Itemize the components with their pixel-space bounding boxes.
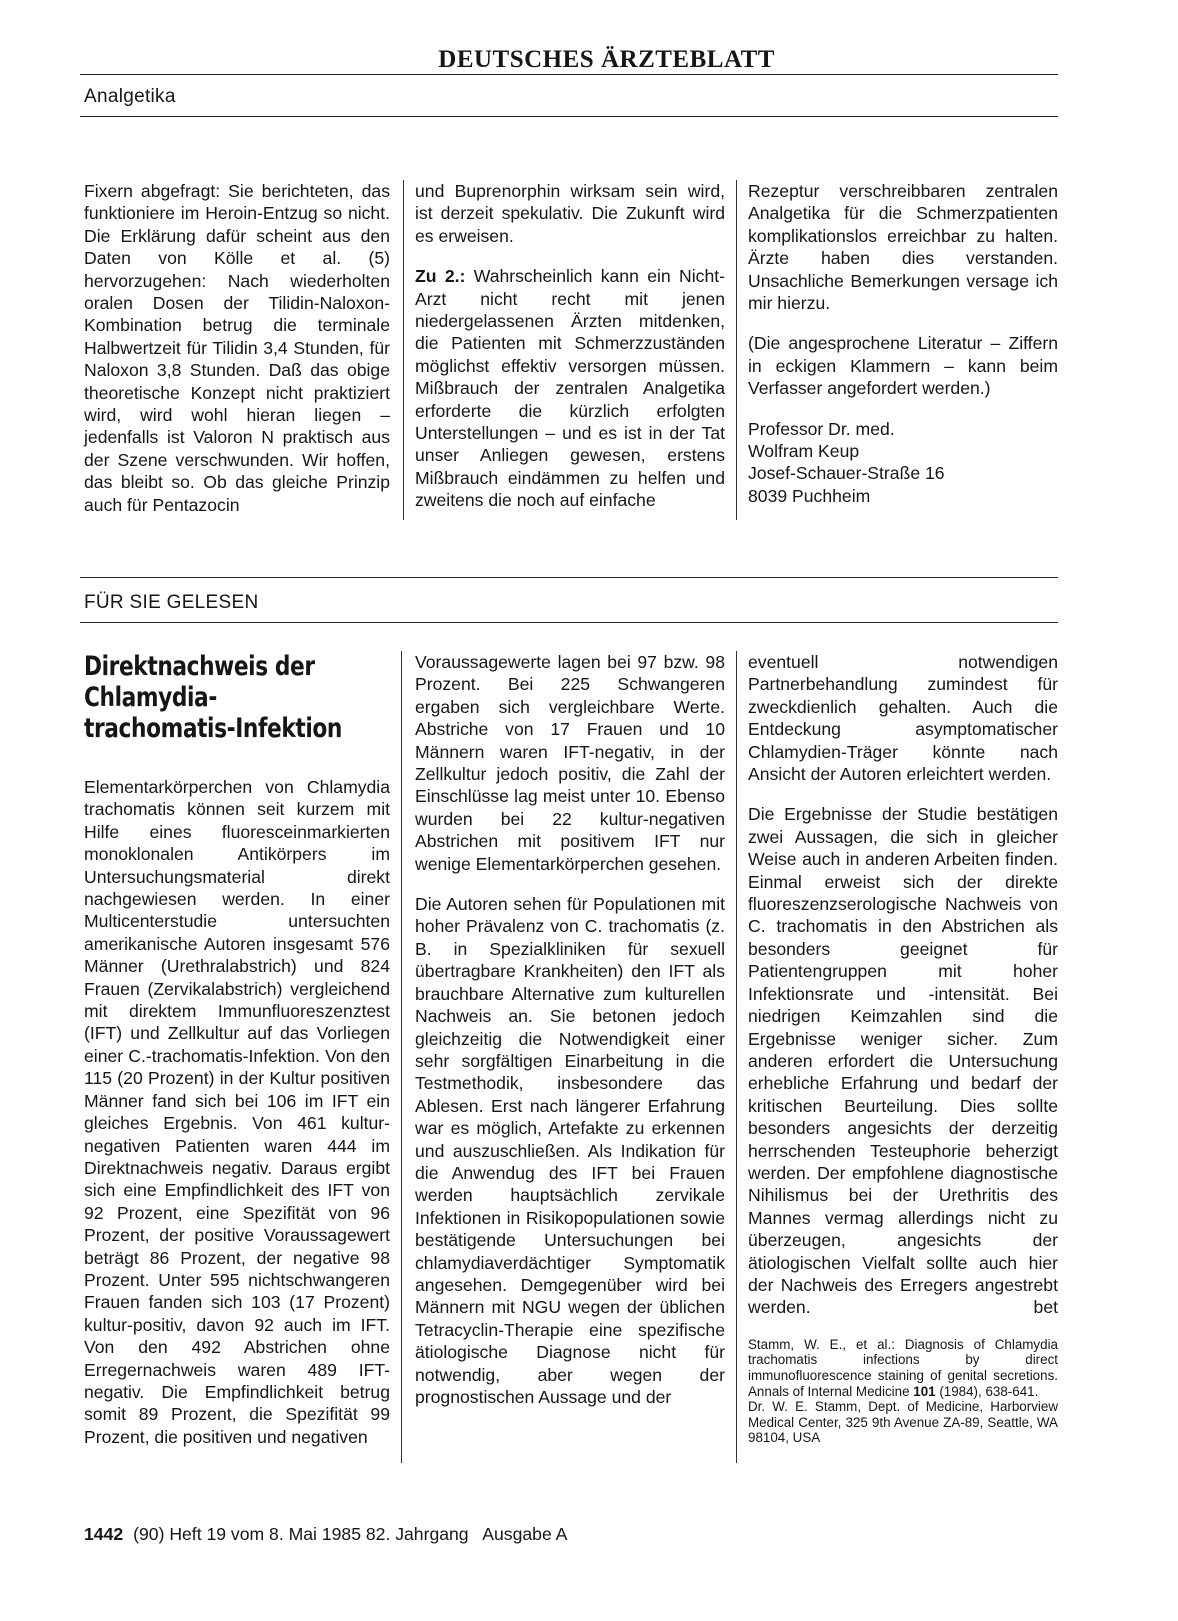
article-column-2 bbox=[415, 651, 725, 1408]
letter-column-3 bbox=[748, 180, 1058, 507]
section-heading-analgetika: Analgetika bbox=[84, 86, 176, 107]
letter-paragraph: Rezeptur verschreibbaren zentralen Analgetika für die Schmerzpatienten komplikationslos erreichbar zu halten. Ärzte haben dies verstanden. Unsachliche Bemerkungen versage ich mir hierzu. bbox=[748, 181, 1058, 314]
letter-column-2 bbox=[415, 180, 725, 512]
point-label: Zu 2.: bbox=[415, 266, 466, 287]
column-divider bbox=[401, 651, 402, 1463]
article-title: Direktnachweis der Chlamydia-trachomatis-Infektion bbox=[84, 651, 342, 744]
citation-pages: (1984), 638-641. bbox=[935, 1383, 1039, 1399]
letter-paragraph: und Buprenorphin wirksam sein wird, ist derzeit spekulativ. Die Zukunft wird es erweisen. bbox=[415, 181, 725, 246]
column-divider bbox=[736, 651, 737, 1463]
reference-address: Dr. W. E. Stamm, Dept. of Medicine, Harborview Medical Center, 325 9th Avenue ZA-89, Seattle, WA 98104, USA bbox=[748, 1399, 1058, 1446]
section-rule bbox=[80, 577, 1058, 578]
section-rule bbox=[80, 116, 1058, 117]
article-paragraph: Elementarkörperchen von Chlamydia trachomatis können seit kurzem mit Hilfe eines fluoresceinmarkierten monoklonalen Antikörpers im Untersuchungsmaterial direkt nachgewiesen werden. In einer Multicenterstudie untersuchten amerikanische Autoren insgesamt 576 Männer (Urethralabstrich) und 824 Frauen (Zervikalabstrich) vergleichend mit direktem Immunfluoreszenztest (IFT) und Zellkultur auf das Vorliegen einer C.-trachomatis-Infektion. Von den 115 (20 Prozent) in der Kultur positiven Männer fand sich bei 106 im IFT ein gleiches Ergebnis. Von 461 kultur-negativen Patienten waren 444 im Direktnachweis negativ. Daraus ergibt sich eine Empfindlichkeit des IFT von 92 Prozent, eine Spezifität von 96 Prozent, der positive Voraussagewert beträgt 86 Prozent, der negative 98 Prozent. Unter 595 nichtschwangeren Frauen fanden sich 103 (17 Prozent) kultur-positiv, davon 92 auch im IFT. Von den 492 Abstrichen ohne Erregernachweis waren 489 IFT-negativ. Die Empfindlichkeit betrug somit 89 Prozent, die Spezifität 99 Prozent, die positiven und negativen bbox=[84, 777, 390, 1447]
article-column-3 bbox=[748, 651, 1058, 1446]
article-paragraph-text: Die Ergebnisse der Studie bestätigen zwei Aussagen, die sich in gleicher Weise auch in anderen Arbeiten finden. Einmal erweist sich der direkte fluoreszenzserologische Nachweis von C. trachomatis in den Abstrichen als besonders geeignet für Patientengruppen mit hoher Infektionsrate und -intensität. Bei niedrigen Keimzahlen sind die Ergebnisse weniger sicher. Zum anderen erfordert die Untersuchung erhebliche Erfahrung und bedarf der kritischen Beurteilung. Dies sollte besonders angesichts der derzeitig herrschenden Testeuphorie beherzigt werden. Der empfohlene diagnostische Nihilismus bei der Urethritis des Mannes vermag allerdings nicht zu überzeugen, angesichts der ätiologischen Vielfalt sollte auch hier der Nachweis des Erregers angestrebt werden. bbox=[748, 804, 1058, 1318]
author-initials: bet bbox=[1033, 1297, 1058, 1318]
issue-info: (90) Heft 19 vom 8. Mai 1985 82. Jahrgang Ausgabe A bbox=[133, 1524, 568, 1544]
letter-paragraph: (Die angesprochene Literatur – Ziffern in eckigen Klammern – kann beim Verfasser angefordert werden.) bbox=[748, 333, 1058, 399]
letter-paragraph: Fixern abgefragt: Sie berichteten, das funktioniere im Heroin-Entzug so nicht. Die Erklärung dafür scheint aus den Daten von Kölle et al. (5) hervorzugehen: Nach wiederholten oralen Dosen der Tilidin-Naloxon-Kombination betrug die terminale Halbwertzeit für Tilidin 3,4 Stunden, für Naloxon 3,8 Stunden. Daß das obige theoretische Konzept nicht praktiziert wird, wird wohl hieran liegen – jedenfalls ist Valoron N praktisch aus der Szene verschwunden. Wir hoffen, das bleibt so. Ob das gleiche Prinzip auch für Pentazocin bbox=[84, 181, 390, 515]
section-rule bbox=[80, 622, 1058, 623]
address-line: 8039 Puchheim bbox=[748, 485, 871, 506]
address-line: Professor Dr. med. bbox=[748, 418, 895, 439]
letter-paragraph-text: Wahrscheinlich kann ein Nicht-Arzt nicht recht mit jenen niedergelassenen Ärzten mitdenken, die Patienten mit Schmerzzuständen möglichst effektiv versorgen müssen. Mißbrauch der zentralen Analgetika erforderte die kürzlich erfolgten Unterstellungen – und es ist in der Tat unser Anliegen gewesen, erstens Mißbrauch eindämmen zu helfen und zweitens die noch auf einfache bbox=[415, 266, 726, 511]
section-heading-fuer-sie-gelesen: FÜR SIE GELESEN bbox=[84, 592, 259, 613]
article-paragraph: Voraussagewerte lagen bei 97 bzw. 98 Prozent. Bei 225 Schwangeren ergaben sich vergleichbare Werte. Abstriche von 17 Frauen und 10 Männern waren IFT-negativ, in der Zellkultur jedoch positiv, die Zahl der Einschlüsse lag meist unter 10. Ebenso wurden bei 22 kultur-negativen Abstrichen mit positivem IFT nur wenige Elementarkörperchen gesehen. bbox=[415, 652, 725, 874]
letter-column-1 bbox=[84, 180, 390, 516]
article-column-1 bbox=[84, 651, 390, 1448]
article-paragraph: Die Autoren sehen für Populationen mit hoher Prävalenz von C. trachomatis (z. B. in Spezialkliniken für sexuell übertragbare Krankheiten) den IFT als brauchbare Alternative zum kulturellen Nachweis an. Sie betonen jedoch gleichzeitig die Notwendigkeit einer sehr sorgfältigen Einarbeitung in die Testmethodik, insbesondere das Ablesen. Erst nach längerer Erfahrung war es möglich, Artefakte zu erkennen und auszuschließen. Als Indikation für die Anwendug des IFT bei Frauen werden hauptsächlich zervikale Infektionen in Risikopopulationen sowie bestätigende Untersuchungen bei chlamydiaverdächtiger Symptomatik angesehen. Demgegenüber wird bei Männern mit NGU wegen der üblichen Tetracyclin-Therapie eine spezifische ätiologische Diagnose nicht für notwendig, aber wegen der prognostischen Aussage und der bbox=[415, 894, 725, 1407]
reference-citation bbox=[748, 1337, 1058, 1399]
masthead: DEUTSCHES ÄRZTEBLATT bbox=[438, 46, 775, 73]
references bbox=[748, 1337, 1058, 1446]
page-number: 1442 bbox=[84, 1524, 124, 1544]
citation-volume: 101 bbox=[913, 1383, 936, 1399]
author-address bbox=[748, 418, 1058, 508]
article-paragraph: eventuell notwendigen Partnerbehandlung zumindest für zweckdienlich gehalten. Auch die Entdeckung asymptomatischer Chlamydien-Träger könnte nach Ansicht der Autoren erleichtert werden. bbox=[748, 652, 1058, 785]
column-divider bbox=[403, 180, 404, 520]
article-paragraph bbox=[748, 803, 1058, 1318]
address-line: Wolfram Keup bbox=[748, 441, 860, 462]
letter-paragraph bbox=[415, 265, 725, 511]
masthead-rule bbox=[80, 74, 1058, 75]
page-footer bbox=[84, 1523, 567, 1545]
citation-text: Stamm, W. E., et al.: Diagnosis of Chlamydia trachomatis infections by direct immunofluorescence staining of genital secretions. Annals of Internal Medicine bbox=[748, 1336, 1058, 1399]
column-divider bbox=[736, 180, 737, 520]
address-line: Josef-Schauer-Straße 16 bbox=[748, 463, 945, 484]
